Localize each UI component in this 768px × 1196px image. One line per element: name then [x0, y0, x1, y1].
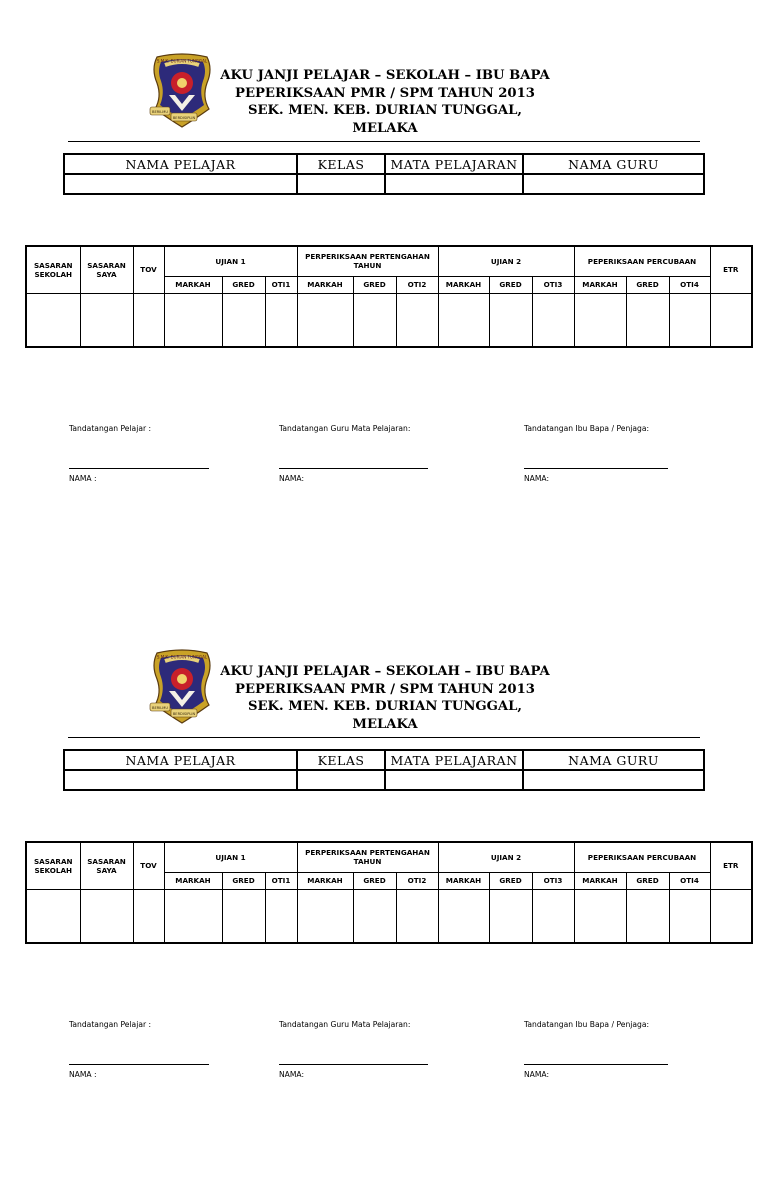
entry-pertengahan-markah[interactable]: [297, 293, 353, 347]
entry-tov[interactable]: [133, 293, 164, 347]
student-info-table: [63, 153, 705, 195]
signature-ibubapa: [524, 1020, 650, 1079]
entry-pertengahan-gred[interactable]: [353, 293, 396, 347]
entry-ujian1-oti[interactable]: [265, 889, 297, 943]
entry-ujian1-oti[interactable]: [265, 293, 297, 347]
entry-ujian2-oti[interactable]: [532, 889, 574, 943]
percubaan-gred: GRED: [626, 872, 669, 889]
pertengahan-gred: GRED: [353, 872, 396, 889]
signature-pelajar-label: Tandatangan Pelajar :: [69, 1020, 152, 1029]
group-pertengahan-tahun: PERPERIKSAAN PERTENGAHAN TAHUN: [297, 842, 438, 872]
col-sasaran-sekolah: SASARAN SEKOLAH: [26, 246, 80, 293]
pledge-form-2: [0, 596, 768, 1196]
entry-sasaran-saya[interactable]: [80, 293, 133, 347]
header-line-1: AKU JANJI PELAJAR – SEKOLAH – IBU BAPA: [220, 664, 550, 679]
entry-sasaran-sekolah[interactable]: [26, 889, 80, 943]
ujian2-markah: MARKAH: [438, 872, 489, 889]
entry-sasaran-saya[interactable]: [80, 889, 133, 943]
signature-ibubapa-line[interactable]: [524, 1064, 668, 1065]
signature-guru: [279, 424, 411, 483]
header-divider: [68, 737, 700, 738]
percubaan-oti: OTI4: [669, 872, 710, 889]
percubaan-markah: MARKAH: [574, 872, 626, 889]
entry-percubaan-markah[interactable]: [574, 889, 626, 943]
signature-ibubapa-label: Tandatangan Ibu Bapa / Penjaga:: [524, 1020, 650, 1029]
col-etr: ETR: [710, 246, 752, 293]
ujian2-oti: OTI3: [532, 276, 574, 293]
entry-ujian2-markah[interactable]: [438, 889, 489, 943]
entry-ujian1-markah[interactable]: [164, 889, 222, 943]
info-cell-kelas[interactable]: [297, 770, 385, 790]
entry-percubaan-gred[interactable]: [626, 889, 669, 943]
student-info-table: [63, 749, 705, 791]
col-sasaran-saya: SASARAN SAYA: [80, 246, 133, 293]
entry-ujian2-gred[interactable]: [489, 889, 532, 943]
entry-pertengahan-gred[interactable]: [353, 889, 396, 943]
entry-ujian1-markah[interactable]: [164, 293, 222, 347]
entry-pertengahan-markah[interactable]: [297, 889, 353, 943]
header-line-2: PEPERIKSAAN PMR / SPM TAHUN 2013: [235, 85, 535, 101]
signature-guru: [279, 1020, 411, 1079]
entry-percubaan-oti[interactable]: [669, 293, 710, 347]
pertengahan-oti: OTI2: [396, 276, 438, 293]
pertengahan-markah: MARKAH: [297, 872, 353, 889]
form-header: [215, 67, 555, 137]
percubaan-gred: GRED: [626, 276, 669, 293]
col-tov: TOV: [133, 246, 164, 293]
crest-motto-left: BERILMU: [151, 706, 169, 710]
group-ujian-1: UJIAN 1: [164, 246, 297, 276]
signature-ibubapa-line[interactable]: [524, 468, 668, 469]
signature-ibubapa: [524, 424, 650, 483]
entry-percubaan-oti[interactable]: [669, 889, 710, 943]
entry-ujian2-oti[interactable]: [532, 293, 574, 347]
header-line-3: SEK. MEN. KEB. DURIAN TUNGGAL, MELAKA: [247, 103, 523, 136]
signature-pelajar: [69, 424, 152, 483]
ujian1-gred: GRED: [222, 872, 265, 889]
info-header-kelas: KELAS: [297, 750, 385, 770]
crest-top-text: S.M.K. DURIAN TUNGGAL: [156, 58, 208, 64]
entry-pertengahan-oti[interactable]: [396, 293, 438, 347]
entry-ujian1-gred[interactable]: [222, 889, 265, 943]
ujian2-markah: MARKAH: [438, 276, 489, 293]
entry-etr[interactable]: [710, 889, 752, 943]
percubaan-oti: OTI4: [669, 276, 710, 293]
entry-ujian2-gred[interactable]: [489, 293, 532, 347]
info-cell-nama-guru[interactable]: [523, 770, 704, 790]
signature-guru-line[interactable]: [279, 468, 428, 469]
info-cell-mata-pelajaran[interactable]: [385, 770, 523, 790]
info-header-mata-pelajaran: MATA PELAJARAN: [385, 154, 523, 174]
crest-top-text: S.M.K. DURIAN TUNGGAL: [156, 654, 208, 660]
signature-pelajar-line[interactable]: [69, 1064, 209, 1065]
group-ujian-2: UJIAN 2: [438, 246, 574, 276]
col-etr: ETR: [710, 842, 752, 889]
marks-table: [25, 841, 753, 944]
pertengahan-oti: OTI2: [396, 872, 438, 889]
signature-pelajar-label: Tandatangan Pelajar :: [69, 424, 152, 433]
entry-sasaran-sekolah[interactable]: [26, 293, 80, 347]
percubaan-markah: MARKAH: [574, 276, 626, 293]
ujian1-oti: OTI1: [265, 276, 297, 293]
ujian1-gred: GRED: [222, 276, 265, 293]
group-pertengahan-tahun: PERPERIKSAAN PERTENGAHAN TAHUN: [297, 246, 438, 276]
crest-motto-right: BERDISIPLIN: [172, 712, 196, 716]
marks-table: [25, 245, 753, 348]
col-tov: TOV: [133, 842, 164, 889]
signature-pelajar-nama: NAMA :: [69, 474, 97, 483]
col-sasaran-saya: SASARAN SAYA: [80, 842, 133, 889]
form-header: [215, 663, 555, 733]
info-header-nama-pelajar: NAMA PELAJAR: [64, 154, 297, 174]
entry-etr[interactable]: [710, 293, 752, 347]
info-header-nama-guru: NAMA GURU: [523, 750, 704, 770]
ujian1-markah: MARKAH: [164, 276, 222, 293]
pertengahan-markah: MARKAH: [297, 276, 353, 293]
ujian2-gred: GRED: [489, 276, 532, 293]
info-cell-nama-guru[interactable]: [523, 174, 704, 194]
info-header-kelas: KELAS: [297, 154, 385, 174]
col-sasaran-sekolah: SASARAN SEKOLAH: [26, 842, 80, 889]
signature-guru-label: Tandatangan Guru Mata Pelajaran:: [279, 1020, 411, 1029]
info-header-mata-pelajaran: MATA PELAJARAN: [385, 750, 523, 770]
signature-guru-line[interactable]: [279, 1064, 428, 1065]
signature-pelajar: [69, 1020, 152, 1079]
header-divider: [68, 141, 700, 142]
entry-percubaan-gred[interactable]: [626, 293, 669, 347]
entry-tov[interactable]: [133, 889, 164, 943]
entry-ujian2-markah[interactable]: [438, 293, 489, 347]
entry-pertengahan-oti[interactable]: [396, 889, 438, 943]
signature-pelajar-nama: NAMA :: [69, 1070, 97, 1079]
ujian1-oti: OTI1: [265, 872, 297, 889]
ujian2-gred: GRED: [489, 872, 532, 889]
signature-guru-nama: NAMA:: [279, 1070, 305, 1079]
info-header-nama-guru: NAMA GURU: [523, 154, 704, 174]
group-percubaan: PEPERIKSAAN PERCUBAAN: [574, 246, 710, 276]
signature-pelajar-line[interactable]: [69, 468, 209, 469]
info-header-nama-pelajar: NAMA PELAJAR: [64, 750, 297, 770]
header-line-2: PEPERIKSAAN PMR / SPM TAHUN 2013: [235, 681, 535, 697]
info-cell-kelas[interactable]: [297, 174, 385, 194]
crest-motto-right: BERDISIPLIN: [172, 116, 196, 120]
signature-ibubapa-nama: NAMA:: [524, 474, 550, 483]
school-crest-logo: [147, 53, 217, 129]
signature-guru-label: Tandatangan Guru Mata Pelajaran:: [279, 424, 411, 433]
ujian2-oti: OTI3: [532, 872, 574, 889]
entry-percubaan-markah[interactable]: [574, 293, 626, 347]
signature-ibubapa-label: Tandatangan Ibu Bapa / Penjaga:: [524, 424, 650, 433]
group-ujian-2: UJIAN 2: [438, 842, 574, 872]
signature-guru-nama: NAMA:: [279, 474, 305, 483]
group-percubaan: PEPERIKSAAN PERCUBAAN: [574, 842, 710, 872]
entry-ujian1-gred[interactable]: [222, 293, 265, 347]
info-cell-nama-pelajar[interactable]: [64, 174, 297, 194]
signature-ibubapa-nama: NAMA:: [524, 1070, 550, 1079]
pertengahan-gred: GRED: [353, 276, 396, 293]
info-cell-nama-pelajar[interactable]: [64, 770, 297, 790]
info-cell-mata-pelajaran[interactable]: [385, 174, 523, 194]
header-line-3: SEK. MEN. KEB. DURIAN TUNGGAL, MELAKA: [247, 699, 523, 732]
ujian1-markah: MARKAH: [164, 872, 222, 889]
header-line-1: AKU JANJI PELAJAR – SEKOLAH – IBU BAPA: [220, 68, 550, 83]
group-ujian-1: UJIAN 1: [164, 842, 297, 872]
school-crest-logo: [147, 649, 217, 725]
crest-motto-left: BERILMU: [151, 110, 169, 114]
